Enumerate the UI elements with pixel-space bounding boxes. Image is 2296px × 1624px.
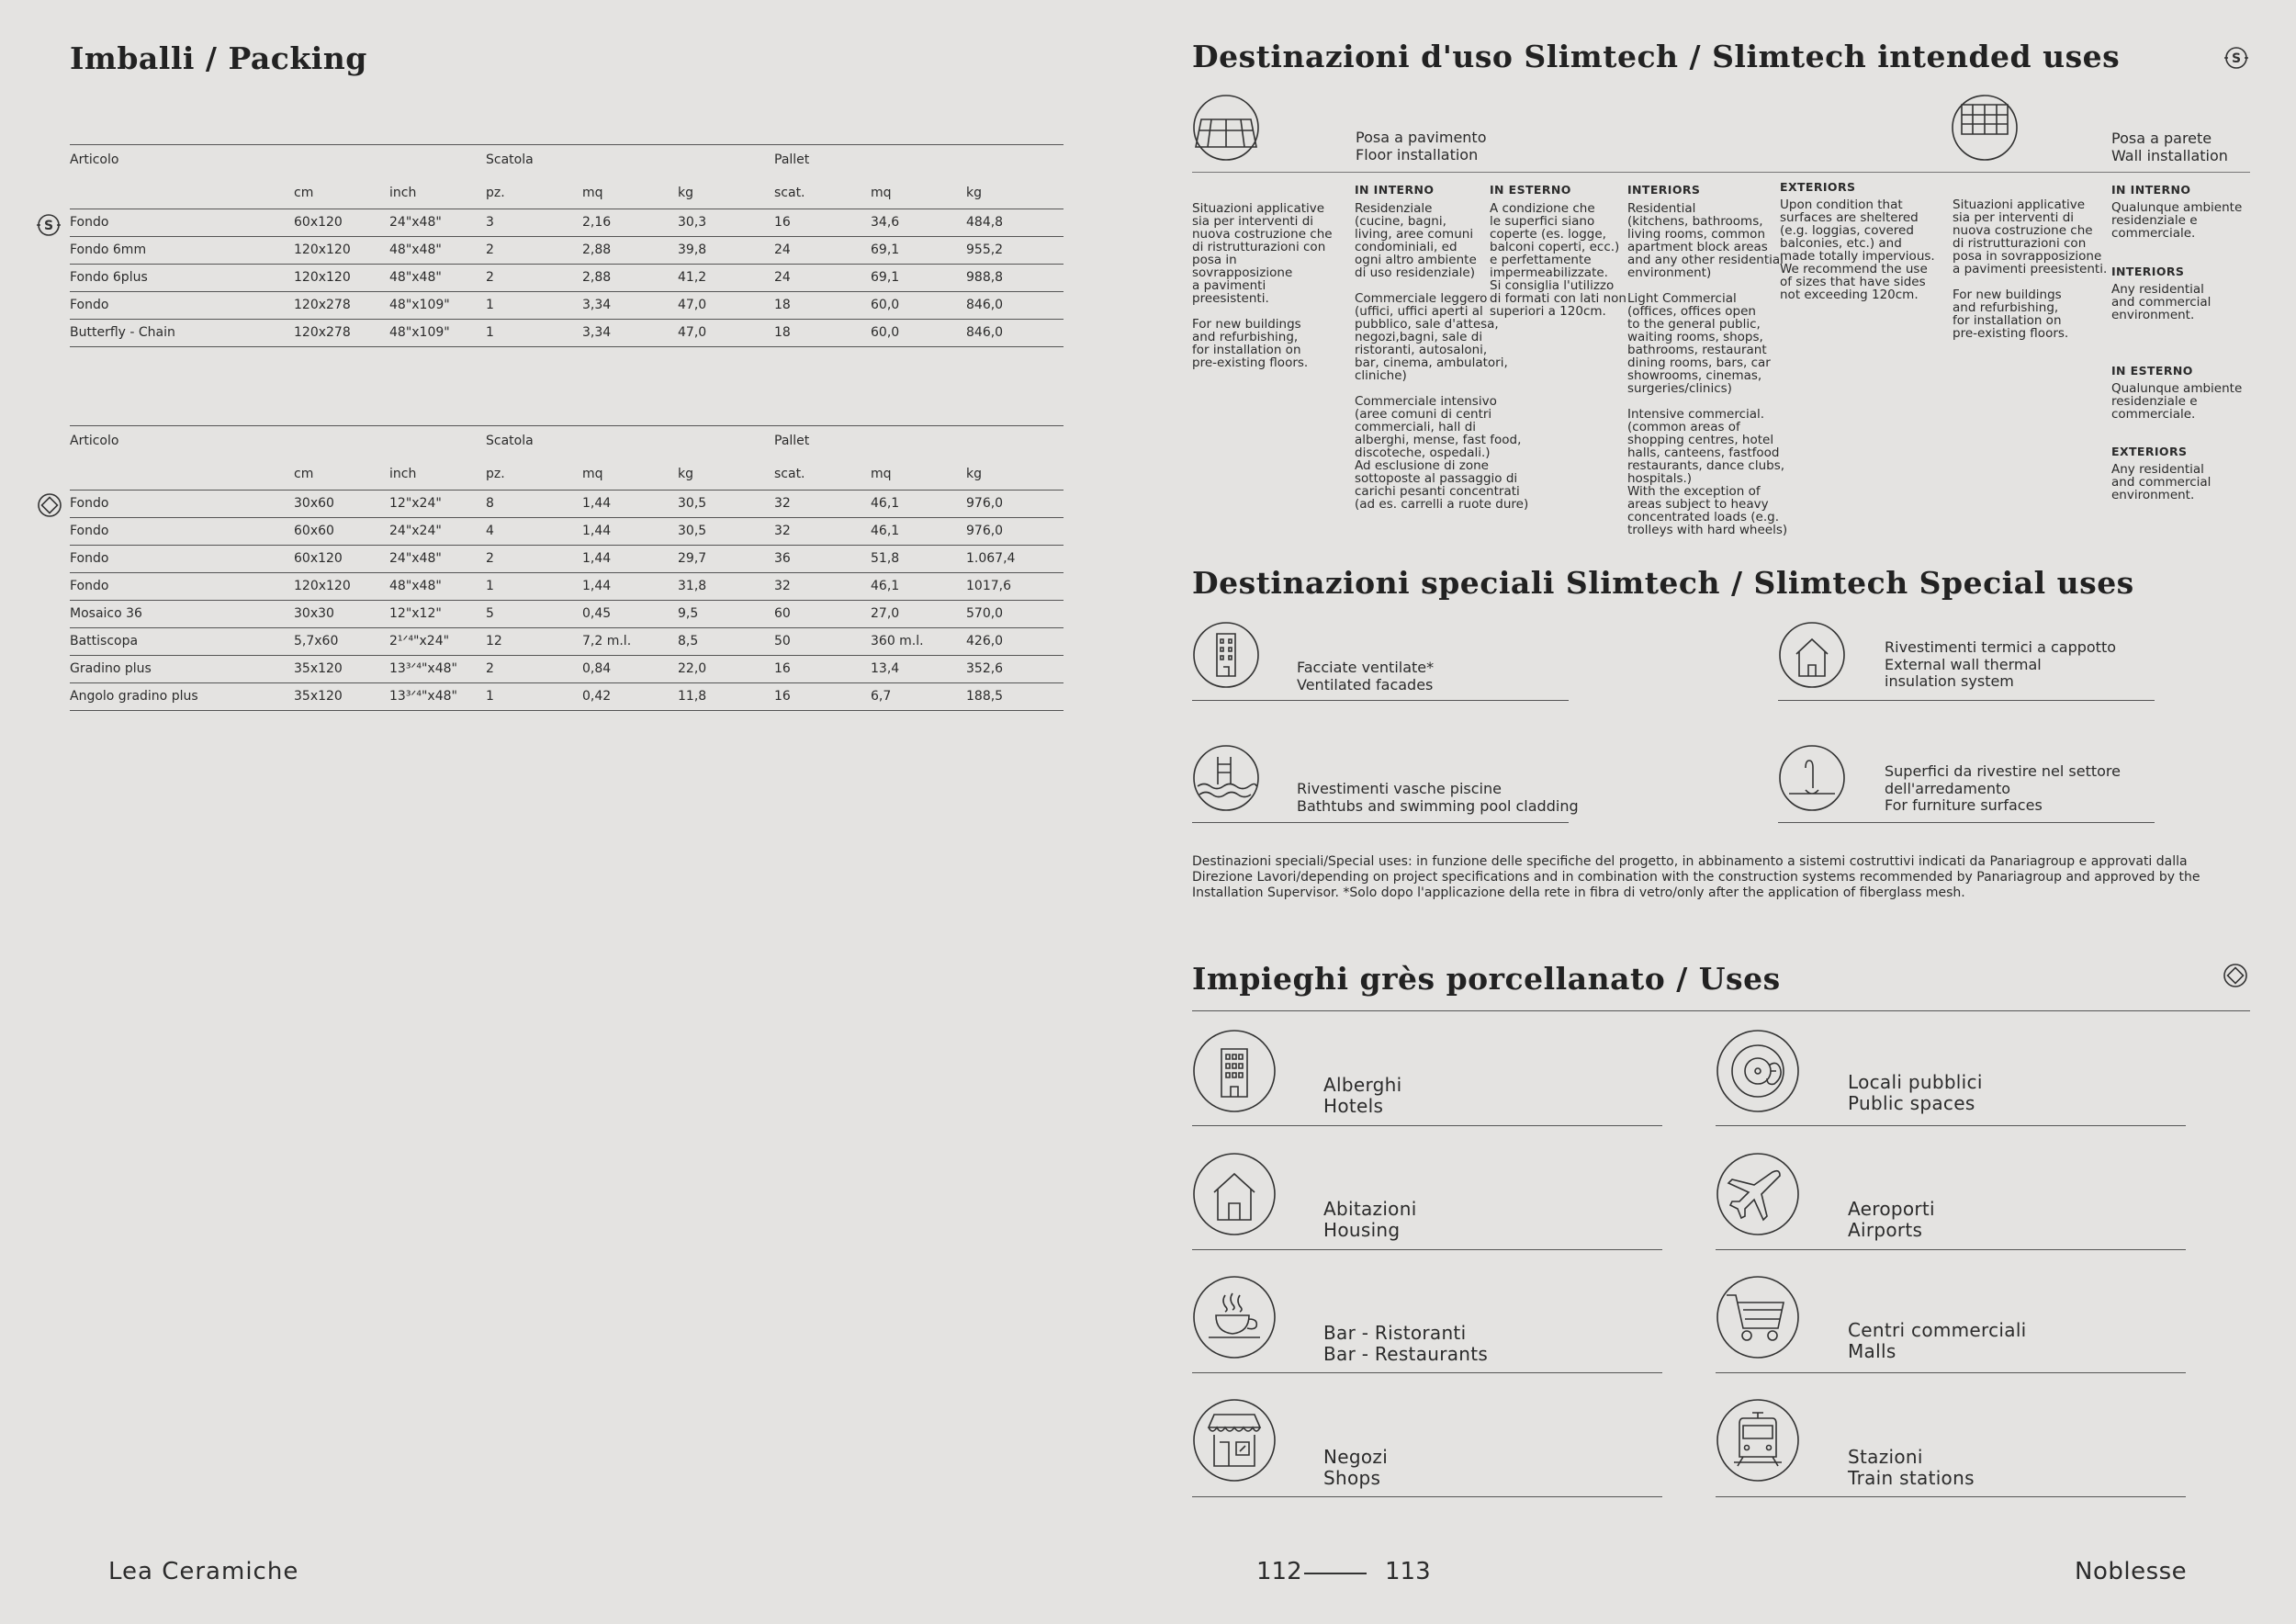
floor-exteriors-text: Upon condition that surfaces are sheltered (e.g. loggias, covered balconies, etc.) and made totally impervious. We recommend the use of sizes that have sides not exceeding 120cm. [1780, 197, 1935, 302]
table-cell: Battiscopa [70, 634, 139, 648]
page-separator [1304, 1573, 1367, 1574]
table-cell: 60,0 [871, 298, 900, 312]
table-cell: 2,16 [582, 215, 612, 230]
table-row [70, 320, 1064, 347]
table-cell: 120x120 [294, 270, 351, 285]
table-header-row [70, 147, 1064, 175]
table-cell: 846,0 [966, 325, 1004, 340]
collection-name: Noblesse [2075, 1558, 2188, 1585]
col-cm: cm [294, 467, 314, 481]
table-header-row [70, 428, 1064, 456]
table-cell: 188,5 [966, 689, 1004, 704]
table-cell: Fondo [70, 215, 109, 230]
table-cell: 9,5 [678, 606, 699, 621]
table-row [70, 656, 1064, 683]
brand-name: Lea Ceramiche [108, 1558, 299, 1585]
table-row [70, 265, 1064, 292]
table-cell: 1 [486, 325, 494, 340]
wall-interiors-text: Any residential and commercial environment. [2111, 282, 2212, 322]
table-cell: 18 [774, 298, 791, 312]
table-cell: 846,0 [966, 298, 1004, 312]
col-inch: inch [389, 186, 417, 200]
wall-installation-label: Posa a parete Wall installation [2111, 130, 2228, 164]
table-cell: 120x120 [294, 242, 351, 257]
floor-esterno-heading: IN ESTERNO [1490, 183, 1571, 197]
page-number-right: 113 [1385, 1558, 1431, 1585]
floor-interiors-heading: INTERIORS [1627, 183, 1701, 197]
table-cell: 24"x24" [389, 524, 442, 538]
col-pallet-kg: kg [966, 467, 982, 481]
table-row [70, 292, 1064, 320]
table-cell: 16 [774, 689, 791, 704]
table-cell: 29,7 [678, 551, 707, 566]
table-cell: 32 [774, 496, 791, 511]
table-cell: 31,8 [678, 579, 707, 593]
table-cell: 60 [774, 606, 791, 621]
table-cell: 24"x48" [389, 215, 442, 230]
table-cell: 47,0 [678, 325, 707, 340]
table-cell: 48"x109" [389, 298, 450, 312]
table-cell: 16 [774, 661, 791, 676]
table-cell: 2,88 [582, 270, 612, 285]
shop-icon [1192, 1398, 1277, 1483]
table-cell: 988,8 [966, 270, 1004, 285]
noblesse-icon [37, 492, 62, 518]
table-cell: 39,8 [678, 242, 707, 257]
table-cell: 352,6 [966, 661, 1004, 676]
table-cell: 69,1 [871, 270, 900, 285]
table-row [70, 237, 1064, 265]
col-inch: inch [389, 467, 417, 481]
table-cell: 30x60 [294, 496, 334, 511]
table-cell: 48"x48" [389, 242, 442, 257]
wall-esterno-text: Qualunque ambiente residenziale e commerciale. [2111, 381, 2243, 422]
table-cell: 3,34 [582, 325, 612, 340]
use-label-public-spaces: Locali pubblici Public spaces [1848, 1071, 1983, 1114]
table-cell: 6,7 [871, 689, 892, 704]
table-cell: 360 m.l. [871, 634, 924, 648]
table-cell: 1,44 [582, 524, 612, 538]
table-cell: 1,44 [582, 579, 612, 593]
wall-installation-icon [1951, 94, 2019, 162]
table-cell: 60x60 [294, 524, 334, 538]
col-scat: scat. [774, 186, 805, 200]
col-scat: scat. [774, 467, 805, 481]
wall-interno-text: Qualunque ambiente residenziale e commerciale. [2111, 200, 2243, 241]
table-cell: 12 [486, 634, 502, 648]
table-cell: 484,8 [966, 215, 1004, 230]
wall-interno-heading: IN INTERNO [2111, 183, 2191, 197]
floor-installation-icon [1192, 94, 1260, 162]
table-cell: 60x120 [294, 551, 343, 566]
music-disc-icon [1716, 1029, 1800, 1113]
col-scatola: Scatola [486, 152, 534, 167]
table-cell: 24 [774, 270, 791, 285]
table-cell: Fondo 6plus [70, 270, 148, 285]
table-cell: 1017,6 [966, 579, 1011, 593]
table-cell: 30,3 [678, 215, 707, 230]
table-cell: 1,44 [582, 496, 612, 511]
table-cell: Gradino plus [70, 661, 152, 676]
table-cell: Fondo [70, 496, 109, 511]
col-pallet-mq: mq [871, 186, 892, 200]
table-cell: 5 [486, 606, 494, 621]
table-row [70, 546, 1064, 573]
table-subheader-row [70, 180, 1064, 209]
table-cell: 5,7x60 [294, 634, 339, 648]
hotel-icon [1192, 1029, 1277, 1113]
floor-interno-heading: IN INTERNO [1355, 183, 1435, 197]
table-cell: 27,0 [871, 606, 900, 621]
table-cell: 8 [486, 496, 494, 511]
slimtech-icon [2223, 44, 2250, 72]
table-cell: 1.067,4 [966, 551, 1016, 566]
train-icon [1716, 1398, 1800, 1483]
table-cell: 426,0 [966, 634, 1004, 648]
special-uses-note: Destinazioni speciali/Special uses: in funzione delle specifiche del progetto, in abbinamento a sistemi costruttivi indicati da Panariagroup e approvati dalla Direzione Lavori/depending on project specifications and in combination with the construction systems recommended by Panariagroup and approved by the Installation Supervisor. *Solo dopo l'applicazione della rete in fibra di vetro/only after the application of fiberglass mesh. [1192, 854, 2200, 900]
use-label-bar-restaurants: Bar - Ristoranti Bar - Restaurants [1323, 1322, 1489, 1365]
table-cell: 12"x12" [389, 606, 442, 621]
table-cell: 69,1 [871, 242, 900, 257]
table-cell: Fondo [70, 524, 109, 538]
table-cell: Fondo [70, 298, 109, 312]
floor-interno-text: Residenziale (cucine, bagni, living, aree comuni condominiali, ed ogni altro ambiente di uso residenziale) Commerciale leggero (uffici, uffici aperti al pubblico, sale d'attesa, negozi,bagni, sale di ristoranti, autosaloni, bar, cinema, ambulatori, cliniche) Commerciale intensivo (aree comuni di centri commerciali, hall di alberghi, mense, fast food, discoteche, ospedali.) Ad esclusione di zone sottoposte al passaggio di carichi pesanti concentrati (ad es. carrelli a ruote dure) [1355, 201, 1529, 512]
table-cell: 1,44 [582, 551, 612, 566]
table-cell: 41,2 [678, 270, 707, 285]
table-cell: Fondo [70, 579, 109, 593]
table-row [70, 683, 1064, 711]
col-pz: pz. [486, 186, 505, 200]
table-cell: 955,2 [966, 242, 1004, 257]
col-kg: kg [678, 467, 693, 481]
table-cell: 48"x48" [389, 270, 442, 285]
intended-uses-title: Destinazioni d'uso Slimtech / Slimtech intended uses [1192, 39, 2121, 74]
col-articolo: Articolo [70, 434, 119, 448]
svg-text:S: S [2231, 51, 2242, 66]
wall-intro-text: Situazioni applicative sia per interventi di nuova costruzione che di ristrutturazioni con posa in sovrapposizione a pavimenti preesistenti. For new buildings and refurbishing, for installation on pre-existing floors. [1953, 197, 2108, 341]
tap-icon [1778, 744, 1846, 812]
table-cell: 976,0 [966, 496, 1004, 511]
table-cell: 2 [486, 242, 494, 257]
use-label-train-stations: Stazioni Train stations [1848, 1446, 1975, 1489]
table-cell: 60x120 [294, 215, 343, 230]
table-cell: 48"x109" [389, 325, 450, 340]
col-pallet: Pallet [774, 152, 810, 167]
table-cell: 50 [774, 634, 791, 648]
wall-exteriors-heading: EXTERIORS [2111, 445, 2188, 458]
table-cell: 1 [486, 579, 494, 593]
table-cell: 13,4 [871, 661, 900, 676]
table-cell: 22,0 [678, 661, 707, 676]
table-cell: Fondo [70, 551, 109, 566]
table-cell: 0,84 [582, 661, 612, 676]
shopping-cart-icon [1716, 1275, 1800, 1359]
table-cell: 35x120 [294, 661, 343, 676]
table-cell: 32 [774, 579, 791, 593]
pool-icon [1192, 744, 1260, 812]
table-cell: 24 [774, 242, 791, 257]
floor-installation-label: Posa a pavimento Floor installation [1356, 129, 1487, 164]
table-row [70, 491, 1064, 518]
table-cell: 48"x48" [389, 579, 442, 593]
house-icon [1778, 621, 1846, 689]
packing-title: Imballi / Packing [70, 40, 367, 76]
table-cell: 46,1 [871, 524, 900, 538]
col-mq: mq [582, 467, 603, 481]
table-cell: 2¹ᐟ⁴"x24" [389, 634, 450, 648]
table-cell: 47,0 [678, 298, 707, 312]
table-cell: 32 [774, 524, 791, 538]
table-cell: 13³ᐟ⁴"x48" [389, 661, 457, 676]
building-icon [1192, 621, 1260, 689]
table-cell: 1 [486, 689, 494, 704]
table-cell: 120x278 [294, 298, 351, 312]
table-cell: 120x120 [294, 579, 351, 593]
table-row [70, 518, 1064, 546]
airplane-icon [1716, 1152, 1800, 1236]
table-cell: 570,0 [966, 606, 1004, 621]
table-subheader-row [70, 461, 1064, 491]
table-cell: Fondo 6mm [70, 242, 147, 257]
coffee-cup-icon [1192, 1275, 1277, 1359]
col-articolo: Articolo [70, 152, 119, 167]
wall-esterno-heading: IN ESTERNO [2111, 364, 2193, 378]
table-cell: 120x278 [294, 325, 351, 340]
uses-title: Impieghi grès porcellanato / Uses [1192, 961, 1781, 997]
table-cell: 34,6 [871, 215, 900, 230]
table-row [70, 573, 1064, 601]
table-cell: 1 [486, 298, 494, 312]
floor-interiors-text: Residential (kitchens, bathrooms, living rooms, common apartment block areas and any other residential environment) Light Commercial (offices, offices open to the general public, waiting rooms, shops, bathrooms, restaurant dining rooms, bars, car showrooms, cinemas, surgeries/clinics) Intensive commercial. (common areas of shopping centres, hotel halls, canteens, fastfood restaurants, dance clubs, hospitals.) With the exception of areas subject to heavy concentrated loads (e.g. trolleys with hard wheels) [1627, 201, 1788, 537]
table-row [70, 628, 1064, 656]
table-cell: 18 [774, 325, 791, 340]
col-cm: cm [294, 186, 314, 200]
table-cell: 3 [486, 215, 494, 230]
col-pallet: Pallet [774, 434, 810, 448]
col-pz: pz. [486, 467, 505, 481]
table-row [70, 601, 1064, 628]
table-cell: Angolo gradino plus [70, 689, 198, 704]
table-cell: 60,0 [871, 325, 900, 340]
table-cell: 2 [486, 270, 494, 285]
special-uses-title: Destinazioni speciali Slimtech / Slimtech Special uses [1192, 565, 2134, 601]
table-cell: 3,34 [582, 298, 612, 312]
table-cell: 8,5 [678, 634, 699, 648]
table-cell: 51,8 [871, 551, 900, 566]
page-number-left: 112 [1256, 1558, 1302, 1585]
special-cappotto-label: Rivestimenti termici a cappotto External wall thermal insulation system [1885, 638, 2117, 690]
house-icon [1192, 1152, 1277, 1236]
use-label-malls: Centri commerciali Malls [1848, 1319, 2027, 1362]
special-arredamento-label: Superfici da rivestire nel settore dell'arredamento For furniture surfaces [1885, 762, 2121, 814]
col-pallet-kg: kg [966, 186, 982, 200]
col-pallet-mq: mq [871, 467, 892, 481]
table-cell: 46,1 [871, 496, 900, 511]
col-mq: mq [582, 186, 603, 200]
col-kg: kg [678, 186, 693, 200]
table-cell: 4 [486, 524, 494, 538]
table-cell: 30,5 [678, 524, 707, 538]
table-cell: 2 [486, 551, 494, 566]
table-cell: 13³ᐟ⁴"x48" [389, 689, 457, 704]
table-cell: 7,2 m.l. [582, 634, 632, 648]
table-cell: 16 [774, 215, 791, 230]
noblesse-icon [2223, 963, 2248, 988]
use-label-housing: Abitazioni Housing [1323, 1198, 1417, 1241]
table-cell: 2,88 [582, 242, 612, 257]
slimtech-icon [35, 211, 62, 239]
table-cell: 11,8 [678, 689, 707, 704]
special-facades-label: Facciate ventilate* Ventilated facades [1297, 659, 1435, 694]
table-cell: 35x120 [294, 689, 343, 704]
table-cell: 12"x24" [389, 496, 442, 511]
table-cell: 24"x48" [389, 551, 442, 566]
svg-text:S: S [43, 219, 54, 233]
table-cell: Mosaico 36 [70, 606, 142, 621]
col-scatola: Scatola [486, 434, 534, 448]
special-piscine-label: Rivestimenti vasche piscine Bathtubs and swimming pool cladding [1297, 780, 1579, 815]
table-cell: Butterfly - Chain [70, 325, 175, 340]
table-cell: 46,1 [871, 579, 900, 593]
table-cell: 976,0 [966, 524, 1004, 538]
use-label-airports: Aeroporti Airports [1848, 1198, 1935, 1241]
table-row [70, 209, 1064, 237]
table-cell: 0,42 [582, 689, 612, 704]
table-cell: 2 [486, 661, 494, 676]
use-label-hotels: Alberghi Hotels [1323, 1074, 1402, 1117]
wall-exteriors-text: Any residential and commercial environment. [2111, 462, 2212, 502]
use-label-shops: Negozi Shops [1323, 1446, 1389, 1489]
table-cell: 0,45 [582, 606, 612, 621]
wall-interiors-heading: INTERIORS [2111, 265, 2185, 278]
floor-esterno-text: A condizione che le superfici siano coperte (es. logge, balconi coperti, ecc.) e perfettamente impermeabilizzate. Si consiglia l'utilizzo di formati con lati non superiori a 120cm. [1490, 201, 1626, 319]
floor-exteriors-heading: EXTERIORS [1780, 180, 1856, 194]
table-cell: 36 [774, 551, 791, 566]
table-cell: 30x30 [294, 606, 334, 621]
table-cell: 30,5 [678, 496, 707, 511]
floor-intro-text: Situazioni applicative sia per interventi di nuova costruzione che di ristrutturazioni con posa in sovrapposizione a pavimenti preesistenti. For new buildings and refurbishing, for installation on pre-existing floors. [1192, 201, 1333, 370]
